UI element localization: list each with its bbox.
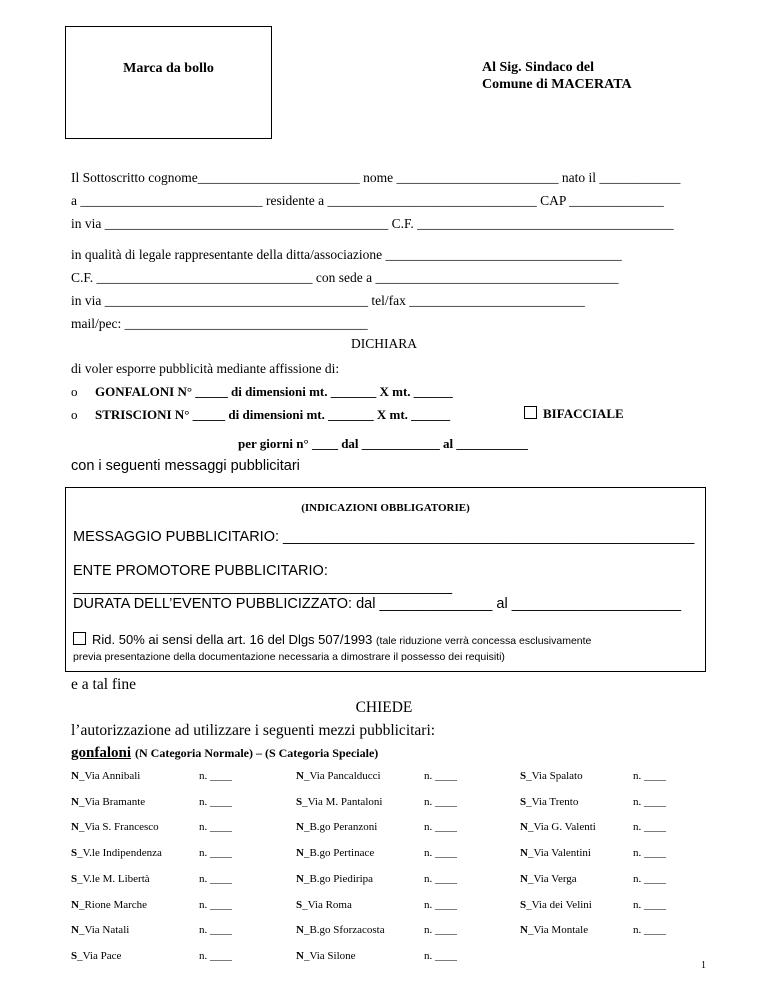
street-name: _Via Annibali (78, 770, 141, 782)
riduzione-line-2: previa presentazione della documentazione necessaria a dimostrare il possesso dei requisiti) (73, 651, 505, 663)
street-item (296, 873, 373, 885)
street-quantity-field[interactable]: n. ____ (633, 847, 666, 860)
street-name: _B.go Sforzacosta (303, 924, 385, 937)
riduzione-main: Rid. 50% ai sensi della art. 16 del Dlgs 507/1993 (92, 632, 373, 647)
bifacciale-checkbox[interactable] (524, 406, 537, 419)
street-name: _Via Pace (77, 949, 122, 962)
street-item (71, 950, 121, 962)
street-item (520, 873, 577, 885)
street-name: _Via Natali (78, 924, 130, 937)
street-category: S (71, 872, 78, 885)
street-category: S (296, 898, 303, 911)
street-quantity-field[interactable]: n. ____ (424, 795, 457, 808)
info-box-title: (INDICAZIONI OBBLIGATORIE) (301, 502, 470, 514)
option-striscioni: STRISCIONI N° _____ di dimensioni mt. _______ X mt. ______ (95, 407, 451, 422)
street-category: N (71, 770, 79, 782)
street-category: N (71, 924, 79, 937)
street-quantity-field[interactable]: n. ____ (199, 770, 232, 782)
street-category: N (296, 821, 304, 834)
street-item (71, 924, 129, 936)
street-name: _Via Valentini (527, 847, 591, 860)
recipient (482, 59, 632, 93)
stamp-label: Marca da bollo (123, 61, 214, 76)
street-category: N (296, 924, 304, 937)
option-gonfaloni: GONFALONI N° _____ di dimensioni mt. _______ X mt. ______ (95, 384, 453, 399)
street-item (71, 821, 159, 833)
street-quantity-field[interactable]: n. ____ (633, 924, 666, 937)
recipient-line-1: Al Sig. Sindaco del (482, 60, 595, 75)
street-name: _Via Verga (527, 872, 577, 885)
street-category: N (296, 847, 304, 860)
street-category: N (71, 821, 79, 834)
street-quantity-field[interactable]: n. ____ (424, 898, 457, 911)
street-quantity-field[interactable]: n. ____ (199, 821, 232, 834)
mandatory-info-box (65, 487, 706, 672)
street-quantity-field[interactable]: n. ____ (199, 872, 232, 885)
street-quantity-field[interactable]: n. ____ (424, 924, 457, 937)
fine-intro: e a tal fine (71, 676, 136, 693)
street-quantity-field[interactable]: n. ____ (199, 949, 232, 962)
street-name: _Rione Marche (78, 898, 148, 911)
form-line-mail: mail/pec: ____________________________________ (71, 316, 368, 331)
form-line-company-address: in via _______________________________________ tel/fax __________________________ (71, 293, 585, 308)
street-quantity-field[interactable]: n. ____ (424, 847, 457, 860)
affissione-intro: di voler esporre pubblicità mediante affissione di: (71, 361, 340, 376)
street-item (71, 899, 147, 911)
street-item (296, 847, 374, 859)
street-category: N (71, 898, 79, 911)
street-category: S (71, 949, 78, 962)
street-category: N (520, 847, 528, 860)
street-item (296, 899, 352, 911)
street-name: _B.go Pertinace (303, 847, 375, 860)
street-quantity-field[interactable]: n. ____ (633, 872, 666, 885)
dichiara-heading: DICHIARA (351, 336, 417, 351)
street-item (520, 847, 591, 859)
street-quantity-field[interactable]: n. ____ (424, 821, 457, 834)
street-item (296, 770, 381, 782)
street-quantity-field[interactable]: n. ____ (633, 795, 666, 808)
street-item (520, 770, 583, 782)
street-name: _V.le M. Libertà (77, 872, 150, 885)
bifacciale-option[interactable] (524, 406, 624, 422)
street-category: N (296, 872, 304, 885)
street-quantity-field[interactable]: n. ____ (633, 898, 666, 911)
street-quantity-field[interactable]: n. ____ (199, 795, 232, 808)
street-quantity-field[interactable]: n. ____ (633, 770, 666, 782)
street-name: _B.go Piediripa (303, 872, 374, 885)
street-quantity-field[interactable]: n. ____ (424, 770, 457, 782)
street-item (71, 873, 150, 885)
form-line-residence: a ___________________________ residente a _______________________________ CAP ______________ (71, 193, 664, 208)
form-line-company-cf: C.F. ________________________________ con sede a ____________________________________ (71, 270, 619, 285)
street-name: _Via Pancalducci (303, 770, 381, 782)
street-name: _Via Bramante (78, 795, 146, 808)
street-quantity-field[interactable]: n. ____ (199, 924, 232, 937)
street-category: S (520, 770, 527, 782)
street-name: _Via S. Francesco (78, 821, 159, 834)
street-name: _Via M. Pantaloni (302, 795, 383, 808)
street-name: _Via dei Velini (526, 898, 592, 911)
street-name: _Via Montale (527, 924, 589, 937)
street-name: _Via Spalato (526, 770, 583, 782)
chiede-heading: CHIEDE (355, 699, 413, 716)
form-line-surname: Il Sottoscritto cognome________________________ nome ________________________ nato il ____________ (71, 170, 681, 185)
ente-promotore-field[interactable]: ENTE PROMOTORE PUBBLICITARIO: _______________________________________________ (73, 563, 453, 595)
street-item (296, 796, 382, 808)
form-line-address: in via __________________________________________ C.F. ______________________________________ (71, 216, 674, 231)
street-quantity-field[interactable]: n. ____ (424, 872, 457, 885)
riduzione-small: (tale riduzione verrà concessa esclusivamente (376, 635, 592, 647)
gonfaloni-word: gonfaloni (71, 745, 132, 761)
street-category: N (520, 872, 528, 885)
street-category: N (296, 949, 304, 962)
street-quantity-field[interactable]: n. ____ (424, 949, 457, 962)
street-item (71, 847, 162, 859)
category-legend: (N Categoria Normale) – (S Categoria Speciale) (135, 746, 379, 760)
stamp-box (65, 26, 272, 139)
street-item (520, 821, 596, 833)
street-category: N (296, 770, 304, 782)
street-category: S (71, 847, 78, 860)
auth-intro: l’autorizzazione ad utilizzare i seguenti mezzi pubblicitari: (71, 722, 436, 739)
durata-field[interactable]: DURATA DELL’EVENTO PUBBLICIZZATO: dal ______________ al _____________________ (73, 596, 682, 612)
bullet-gonfaloni: o (71, 384, 78, 399)
street-name: _Via G. Valenti (527, 821, 596, 834)
bullet-striscioni: o (71, 407, 78, 422)
messaggio-field[interactable]: MESSAGGIO PUBBLICITARIO: ___________________________________________________ (73, 529, 695, 545)
street-quantity-field[interactable]: n. ____ (199, 898, 232, 911)
riduzione-note[interactable] (73, 632, 591, 647)
street-name: _Via Trento (526, 795, 579, 808)
street-category: S (520, 795, 527, 808)
gonfaloni-heading (71, 744, 378, 762)
street-item (71, 796, 145, 808)
street-name: _Via Silone (303, 949, 356, 962)
messages-intro: con i seguenti messaggi pubblicitari (71, 458, 300, 474)
riduzione-checkbox[interactable] (73, 632, 86, 645)
street-item (520, 899, 592, 911)
street-item (71, 770, 140, 782)
page-number: 1 (701, 960, 706, 971)
form-line-representative: in qualità di legale rappresentante della ditta/associazione ___________________________________ (71, 247, 622, 262)
recipient-line-2: Comune di MACERATA (482, 77, 632, 92)
street-category: S (520, 898, 527, 911)
street-category: S (296, 795, 303, 808)
street-name: _V.le Indipendenza (77, 847, 162, 860)
street-name: _B.go Peranzoni (303, 821, 378, 834)
street-category: N (520, 821, 528, 834)
street-category: N (71, 795, 79, 808)
street-name: _Via Roma (302, 898, 352, 911)
street-quantity-field[interactable]: n. ____ (199, 847, 232, 860)
street-category: N (520, 924, 528, 937)
bifacciale-label: BIFACCIALE (543, 406, 624, 421)
period-line: per giorni n° ____ dal ____________ al ___________ (238, 436, 528, 451)
street-item (296, 950, 356, 962)
street-item (296, 924, 385, 936)
street-item (296, 821, 377, 833)
street-item (520, 796, 578, 808)
street-item (520, 924, 588, 936)
street-quantity-field[interactable]: n. ____ (633, 821, 666, 834)
